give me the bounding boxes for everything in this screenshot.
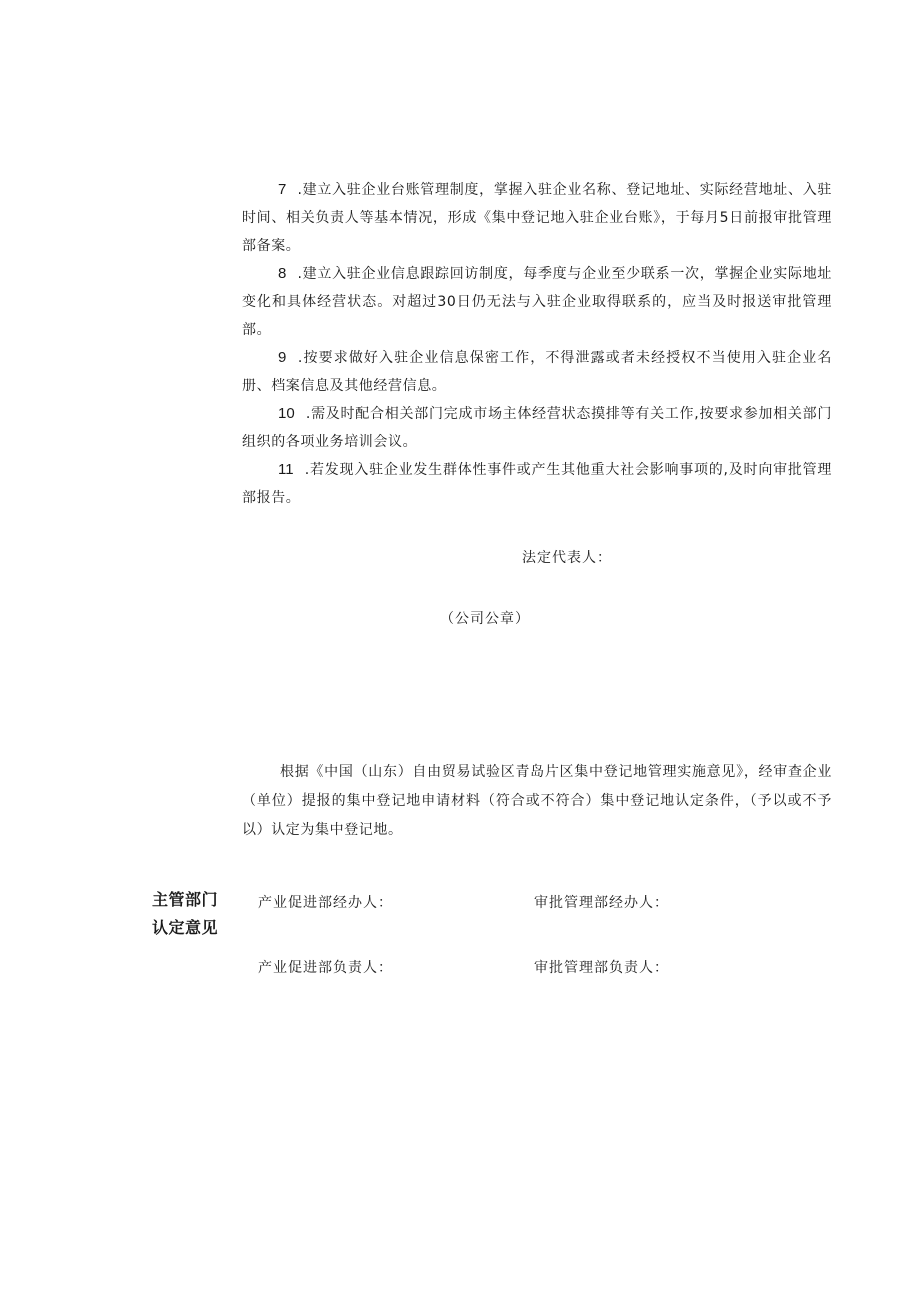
clause-number: 11 [278,461,294,478]
dept-heading-line-2: 认定意见 [152,918,219,937]
review-opinion-paragraph: 根据《中国（山东）自由贸易试验区青岛片区集中登记地管理实施意见》，经审查企业（单位）提报的集中登记地申请材料（符合或不符合）集中登记地认定条件，（予以或不予以）认定为集中登记地。 [242,764,832,838]
legal-representative-label: 法定代表人： [522,550,612,566]
clause-number: 9 [278,349,287,366]
clause-11 [242,456,832,512]
clause-text: .建立入驻企业信息跟踪回访制度，每季度与企业至少联系一次，掌握企业实际地址变化和具体经营状态。对超过30日仍无法与入驻企业取得联系的，应当及时报送审批管理部。 [242,266,832,338]
industry-handler-label: 产业促进部经办人： [258,895,393,911]
clause-10 [242,400,832,456]
clause-text: .需及时配合相关部门完成市场主体经营状态摸排等有关工作,按要求参加相关部门组织的各项业务培训会议。 [242,406,832,450]
clause-text: .若发现入驻企业发生群体性事件或产生其他重大社会影响事项的,及时向审批管理部报告。 [242,462,832,506]
approval-handler-label: 审批管理部经办人： [534,895,669,911]
industry-head-label: 产业促进部负责人： [258,960,393,976]
clause-number: 7 [278,181,287,198]
clause-text: .按要求做好入驻企业信息保密工作，不得泄露或者未经授权不当使用入驻企业名册、档案信息及其他经营信息。 [242,350,832,394]
clause-text: .建立入驻企业台账管理制度，掌握入驻企业名称、登记地址、实际经营地址、入驻时间、相关负责人等基本情况，形成《集中登记地入驻企业台账》，于每月5日前报审批管理部备案。 [242,182,832,254]
clause-number: 8 [278,265,287,282]
clause-7 [242,176,832,260]
dept-opinion-heading [152,886,232,942]
company-seal-label: （公司公章） [440,611,530,627]
clause-number: 10 [278,405,295,422]
dept-heading-line-1: 主管部门 [152,890,219,909]
approval-head-label: 审批管理部负责人： [534,960,669,976]
clause-8 [242,260,832,344]
clause-9 [242,344,832,400]
